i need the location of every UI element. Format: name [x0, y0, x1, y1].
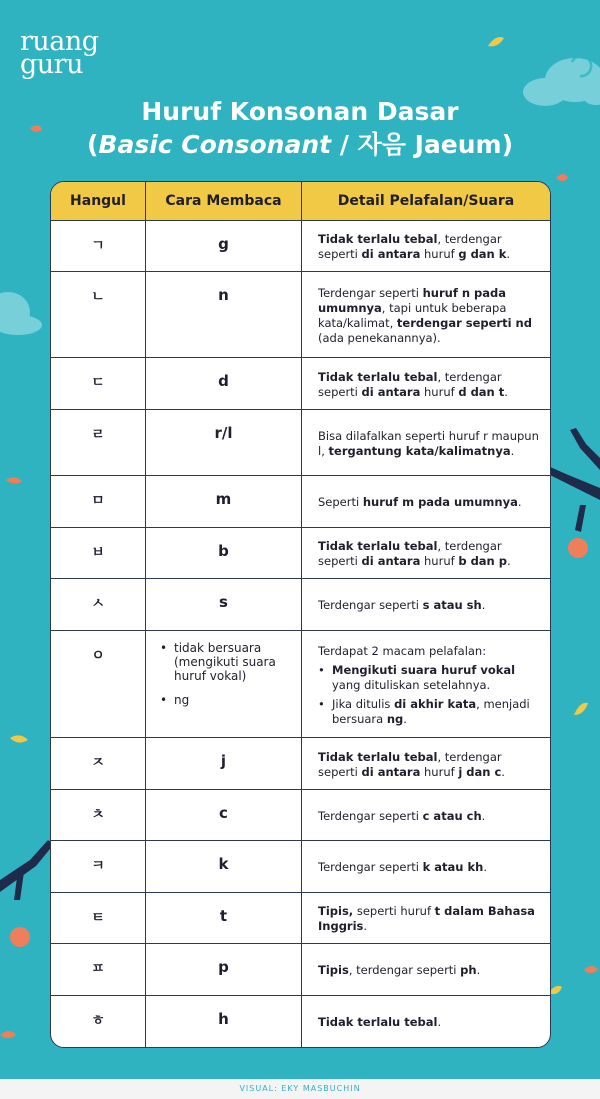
detail-paragraph: [318, 860, 542, 875]
ruangguru-logo: [20, 26, 99, 80]
bullet-icon: •: [318, 662, 325, 677]
fruit-icon: [10, 927, 30, 947]
detail-paragraph: [318, 904, 542, 934]
table-row: [51, 410, 550, 476]
detail-intro: Terdapat 2 macam pelafalan:: [318, 643, 487, 658]
detail-text: .: [476, 963, 481, 977]
detail-bold: di akhir kata: [394, 696, 477, 711]
detail-item-text: [332, 663, 542, 693]
detail-paragraph: [318, 1015, 542, 1030]
detail-bold: s atau sh: [422, 598, 482, 612]
hangul-cell: ㅇ: [51, 631, 146, 737]
reading-text: ng: [174, 693, 190, 707]
table-row: [51, 221, 550, 272]
detail-text: .: [517, 495, 522, 509]
table-row: [51, 790, 550, 841]
title-line-1: Huruf Konsonan Dasar: [141, 97, 459, 126]
detail-cell: [302, 790, 550, 840]
detail-text: , menjadi bersuara: [332, 696, 530, 726]
reading-cell: j: [146, 738, 302, 789]
detail-paragraph: [318, 429, 542, 459]
bullet-icon: •: [318, 696, 325, 711]
hangul-cell: ㄴ: [51, 272, 146, 357]
reading-cell: d: [146, 358, 302, 409]
detail-bold: j dan c: [458, 764, 502, 779]
detail-text: , terdengar seperti: [318, 749, 502, 779]
detail-text: , terdengar seperti: [318, 369, 502, 399]
hangul-cell: ㅎ: [51, 996, 146, 1047]
table-row: [51, 631, 550, 738]
table-row: [51, 841, 550, 893]
detail-text: , terdengar seperti: [318, 539, 502, 568]
detail-text: .: [403, 711, 407, 726]
detail-bold: terdengar seperti nd: [396, 315, 532, 330]
reading-cell: c: [146, 790, 302, 840]
detail-cell: [302, 579, 550, 630]
detail-text: .: [481, 598, 486, 612]
detail-text: huruf: [420, 247, 459, 261]
detail-text: Terdengar seperti: [318, 808, 423, 823]
detail-text: .: [510, 443, 515, 458]
detail-paragraph: [318, 495, 542, 510]
bullet-icon: •: [160, 641, 168, 655]
detail-text: .: [437, 1015, 442, 1029]
reading-cell: s: [146, 579, 302, 630]
detail-paragraph: [318, 286, 542, 346]
detail-bold: di antara: [361, 247, 421, 261]
hangul-cell: ㅁ: [51, 476, 146, 527]
detail-paragraph: [318, 750, 542, 780]
detail-paragraph: [318, 539, 542, 569]
detail-cell: [302, 841, 550, 892]
reading-cell: g: [146, 221, 302, 271]
logo-line-1: ruang: [20, 26, 99, 57]
detail-cell: [302, 410, 550, 475]
detail-paragraph: [318, 370, 542, 400]
reading-cell: r/l: [146, 410, 302, 475]
detail-bold: tergantung kata/kalimatnya: [328, 443, 511, 458]
reading-text: tidak bersuara (mengikuti suara huruf vokal): [174, 641, 276, 683]
consonant-table: [50, 181, 551, 1048]
detail-text: , terdengar seperti: [318, 232, 502, 261]
header-detail: Detail Pelafalan/Suara: [337, 193, 515, 209]
hangul-cell: ㅌ: [51, 893, 146, 943]
table-row: [51, 893, 550, 944]
detail-cell: [302, 528, 550, 578]
detail-text: Seperti: [318, 495, 363, 509]
logo-line-2: guru: [20, 49, 83, 80]
hangul-cell: ㄱ: [51, 221, 146, 271]
detail-bold: c atau ch: [422, 808, 482, 823]
table-row: [51, 996, 550, 1047]
reading-cell: h: [146, 996, 302, 1047]
reading-list-item: [160, 693, 293, 707]
detail-bold: t dalam Bahasa Inggris: [318, 904, 535, 933]
detail-bold: g dan k: [458, 247, 507, 261]
detail-cell: [302, 272, 550, 357]
bullet-icon: •: [160, 693, 168, 707]
detail-list-item: [318, 663, 542, 693]
detail-paragraph: [318, 598, 542, 613]
detail-bold: di antara: [361, 384, 421, 399]
title-paren: (: [86, 130, 99, 159]
detail-bold: huruf m pada umumnya: [362, 495, 518, 509]
hangul-cell: ㄹ: [51, 410, 146, 475]
title-italic: Basic Consonant: [98, 130, 332, 159]
detail-bold: Tipis: [318, 963, 349, 977]
detail-text: huruf: [420, 384, 459, 399]
detail-text: Jika ditulis: [332, 696, 395, 711]
reading-cell: p: [146, 944, 302, 995]
table-row: [51, 738, 550, 790]
table-row: [51, 476, 550, 528]
detail-text: .: [506, 554, 511, 568]
detail-text: seperti huruf: [353, 904, 435, 918]
hangul-cell: ㅍ: [51, 944, 146, 995]
detail-bold: Tipis,: [318, 904, 354, 918]
detail-bold: Tidak terlalu tebal: [318, 369, 438, 384]
hangul-cell: ㄷ: [51, 358, 146, 409]
detail-text: Bisa dilafalkan seperti huruf r maupun l,: [318, 428, 539, 458]
reading-cell: n: [146, 272, 302, 357]
detail-list-item: [318, 697, 542, 727]
hangul-cell: ㅈ: [51, 738, 146, 789]
title-rest: / 자음 Jaeum): [331, 130, 514, 159]
detail-bold: b dan p: [458, 554, 507, 568]
detail-text: .: [506, 247, 511, 261]
detail-bold: ng: [386, 711, 404, 726]
detail-item-text: [332, 697, 542, 727]
detail-paragraph: [318, 963, 542, 978]
detail-text: yang dituliskan setelahnya.: [332, 677, 491, 692]
hangul-cell: ㅋ: [51, 841, 146, 892]
detail-cell: [302, 476, 550, 527]
header-reading: Cara Membaca: [146, 182, 302, 220]
detail-cell: [302, 221, 550, 271]
hangul-cell: ㅊ: [51, 790, 146, 840]
detail-text: huruf: [420, 554, 459, 568]
title-line-2: [0, 128, 600, 162]
detail-text: .: [483, 860, 487, 874]
table-header: [51, 182, 550, 221]
detail-bold: k atau kh: [422, 860, 484, 874]
reading-cell: t: [146, 893, 302, 943]
detail-text: , tapi untuk beberapa kata/kalimat,: [318, 300, 507, 330]
detail-cell: [302, 944, 550, 995]
detail-text: Terdengar seperti: [318, 598, 423, 612]
detail-cell: [302, 893, 550, 943]
detail-bold: ph: [460, 963, 477, 977]
table-body: [51, 221, 550, 1047]
cloud-icon: [0, 292, 42, 335]
detail-bold: d dan t: [458, 384, 505, 399]
footer-credit: VISUAL: EKY MASBUCHIN: [0, 1079, 600, 1099]
detail-bold: Tidak terlalu tebal: [318, 1015, 438, 1029]
reading-list-item: [160, 641, 293, 683]
hangul-cell: ㅂ: [51, 528, 146, 578]
detail-paragraph: [318, 232, 542, 262]
detail-text: .: [504, 384, 508, 399]
reading-cell: b: [146, 528, 302, 578]
detail-bold: Tidak terlalu tebal: [318, 539, 438, 553]
table-row: [51, 579, 550, 631]
fruit-icon: [568, 538, 588, 558]
detail-bold: huruf n pada umumnya: [318, 285, 507, 315]
detail-bold: di antara: [361, 554, 421, 568]
detail-cell: [302, 358, 550, 409]
table-row: [51, 272, 550, 358]
reading-cell: k: [146, 841, 302, 892]
detail-cell: [302, 631, 550, 737]
detail-text: Terdengar seperti: [318, 285, 423, 300]
detail-bold: Mengikuti suara huruf vokal: [332, 662, 516, 677]
detail-text: .: [481, 808, 486, 823]
detail-cell: [302, 738, 550, 789]
reading-cell: [146, 631, 302, 737]
table-row: [51, 944, 550, 996]
detail-bold: Tidak terlalu tebal: [318, 749, 438, 764]
hangul-cell: ㅅ: [51, 579, 146, 630]
detail-bold: di antara: [361, 764, 421, 779]
branch-icon: [0, 840, 54, 900]
header-hangul: Hangul: [51, 182, 146, 220]
detail-text: Terdengar seperti: [318, 860, 423, 874]
detail-paragraph: [318, 809, 542, 824]
detail-text: .: [363, 919, 368, 933]
detail-text: , terdengar seperti: [348, 963, 461, 977]
reading-cell: m: [146, 476, 302, 527]
detail-text: huruf: [420, 764, 459, 779]
detail-cell: [302, 996, 550, 1047]
detail-text: .: [501, 764, 505, 779]
table-row: [51, 528, 550, 579]
page-title: [0, 96, 600, 162]
detail-bold: Tidak terlalu tebal: [318, 232, 438, 246]
table-row: [51, 358, 550, 410]
detail-text: (ada penekanannya).: [318, 330, 441, 345]
